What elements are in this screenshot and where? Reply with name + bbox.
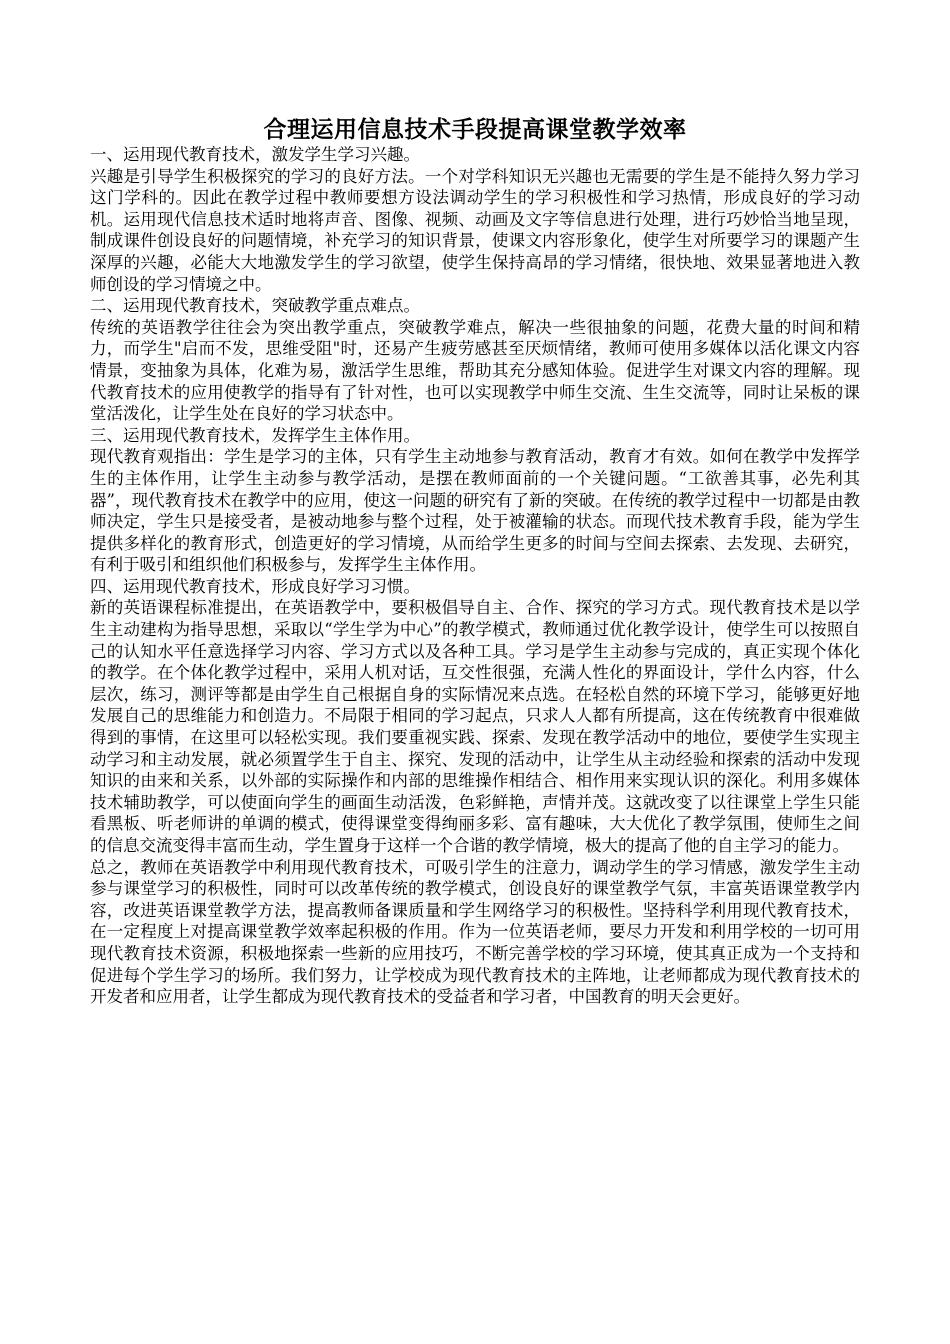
- document-page: [90, 116, 860, 1008]
- paragraph-3: 现代教育观指出：学生是学习的主体，只有学生主动地参与教育活动，教育才有效。如何在教学中发挥学生的主体作用，让学生主动参与教学活动，是摆在教师面前的一个关键问题。“工欲善其事，必先利其器”，现代教育技术在教学中的应用，使这一问题的研究有了新的突破。在传统的教学过程中一切都是由教师决定，学生只是接受者，是被动地参与整个过程，处于被灌输的状态。而现代技术教育手段，能为学生提供多样化的教育形式，创造更好的学习情境，从而给学生更多的时间与空间去探索、去发现、去研究，有利于吸引和组织他们积极参与，发挥学生主体作用。: [90, 447, 860, 575]
- document-title: 合理运用信息技术手段提高课堂教学效率: [263, 116, 687, 143]
- paragraph-1: 兴趣是引导学生积极探究的学习的良好方法。一个对学科知识无兴趣也无需要的学生是不能持久努力学习这门学科的。因此在教学过程中教师要想方设法调动学生的学习积极性和学习热情，形成良好的学习动机。运用现代信息技术适时地将声音、图像、视频、动画及文字等信息进行处理，进行巧妙恰当地呈现，制成课件创设良好的问题情境，补充学习的知识背景，使课文内容形象化，使学生对所要学习的课题产生深厚的兴趣，必能大大地激发学生的学习欲望，使学生保持高昂的学习情绪，很快地、效果显著地进入教师创设的学习情境之中。: [90, 166, 860, 294]
- paragraph-2: 传统的英语教学往往会为突出教学重点，突破教学难点，解决一些很抽象的问题，花费大量的时间和精力，而学生"启而不发，思维受阻"时，还易产生疲劳感甚至厌烦情绪，教师可使用多媒体以活化课文内容情景，变抽象为具体，化难为易，激活学生思维，帮助其充分感知体验。促进学生对课文内容的理解。现代教育技术的应用使教学的指导有了针对性，也可以实现教学中师生交流、生生交流等，同时让呆板的课堂活泼化，让学生处在良好的学习状态中。: [90, 317, 860, 424]
- section-heading-4: 四、运用现代教育技术，形成良好学习习惯。: [90, 576, 420, 596]
- section-heading-1: 一、运用现代教育技术，激发学生学习兴趣。: [90, 145, 420, 164]
- paragraph-4: 新的英语课程标准提出，在英语教学中，要积极倡导自主、合作、探究的学习方式。现代教育技术是以学生主动建构为指导思想，采取以“学生学为中心”的教学模式，教师通过优化教学设计，使学生可以按照自己的认知水平任意选择学习内容、学习方式以及各种工具。学习是学生主动参与完成的，真正实现个体化的教学。在个体化教学过程中，采用人机对话，互交性很强，充满人性化的界面设计，学什么内容，什么层次，练习，测评等都是由学生自己根据自身的实际情况来点选。在轻松自然的环境下学习，能够更好地发展自己的思维能力和创造力。不局限于相同的学习起点，只求人人都有所提高，这在传统教育中很难做得到的事情，在这里可以轻松实现。我们要重视实践、探索、发现在教学活动中的地位，要使学生实现主动学习和主动发展，就必须置学生于自主、探究、发现的活动中，让学生从主动经验和探索的活动中发现知识的由来和关系，以外部的实际操作和内部的思维操作相结合、相作用来实现认识的深化。利用多媒体技术辅助教学，可以使面向学生的画面生动活泼，色彩鲜艳，声情并茂。这就改变了以往课堂上学生只能看黑板、听老师讲的单调的模式，使得课堂变得绚丽多彩、富有趣味，大大优化了教学氛围，使师生之间的信息交流变得丰富而生动，学生置身于这样一个合谐的教学情境，极大的提高了他的自主学习的能力。: [90, 598, 860, 855]
- section-heading-2: 二、运用现代教育技术，突破教学重点难点。: [90, 296, 420, 316]
- conclusion-paragraph: 总之，教师在英语教学中利用现代教育技术，可吸引学生的注意力，调动学生的学习情感，激发学生主动参与课堂学习的积极性，同时可以改革传统的教学模式，创设良好的课堂教学气氛，丰富英语课堂教学内容，改进英语课堂教学方法，提高教师备课质量和学生网络学习的积极性。坚持科学利用现代教育技术，在一定程度上对提高课堂教学效率起积极的作用。作为一位英语老师，要尽力开发和利用学校的一切可用现代教育技术资源，积极地探索一些新的应用技巧，不断完善学校的学习环境，使其真正成为一个支持和促进每个学生学习的场所。我们努力，让学校成为现代教育技术的主阵地，让老师都成为现代教育技术的开发者和应用者，让学生都成为现代教育技术的受益者和学习者，中国教育的明天会更好。: [90, 857, 860, 1007]
- section-heading-3: 三、运用现代教育技术，发挥学生主体作用。: [90, 425, 420, 445]
